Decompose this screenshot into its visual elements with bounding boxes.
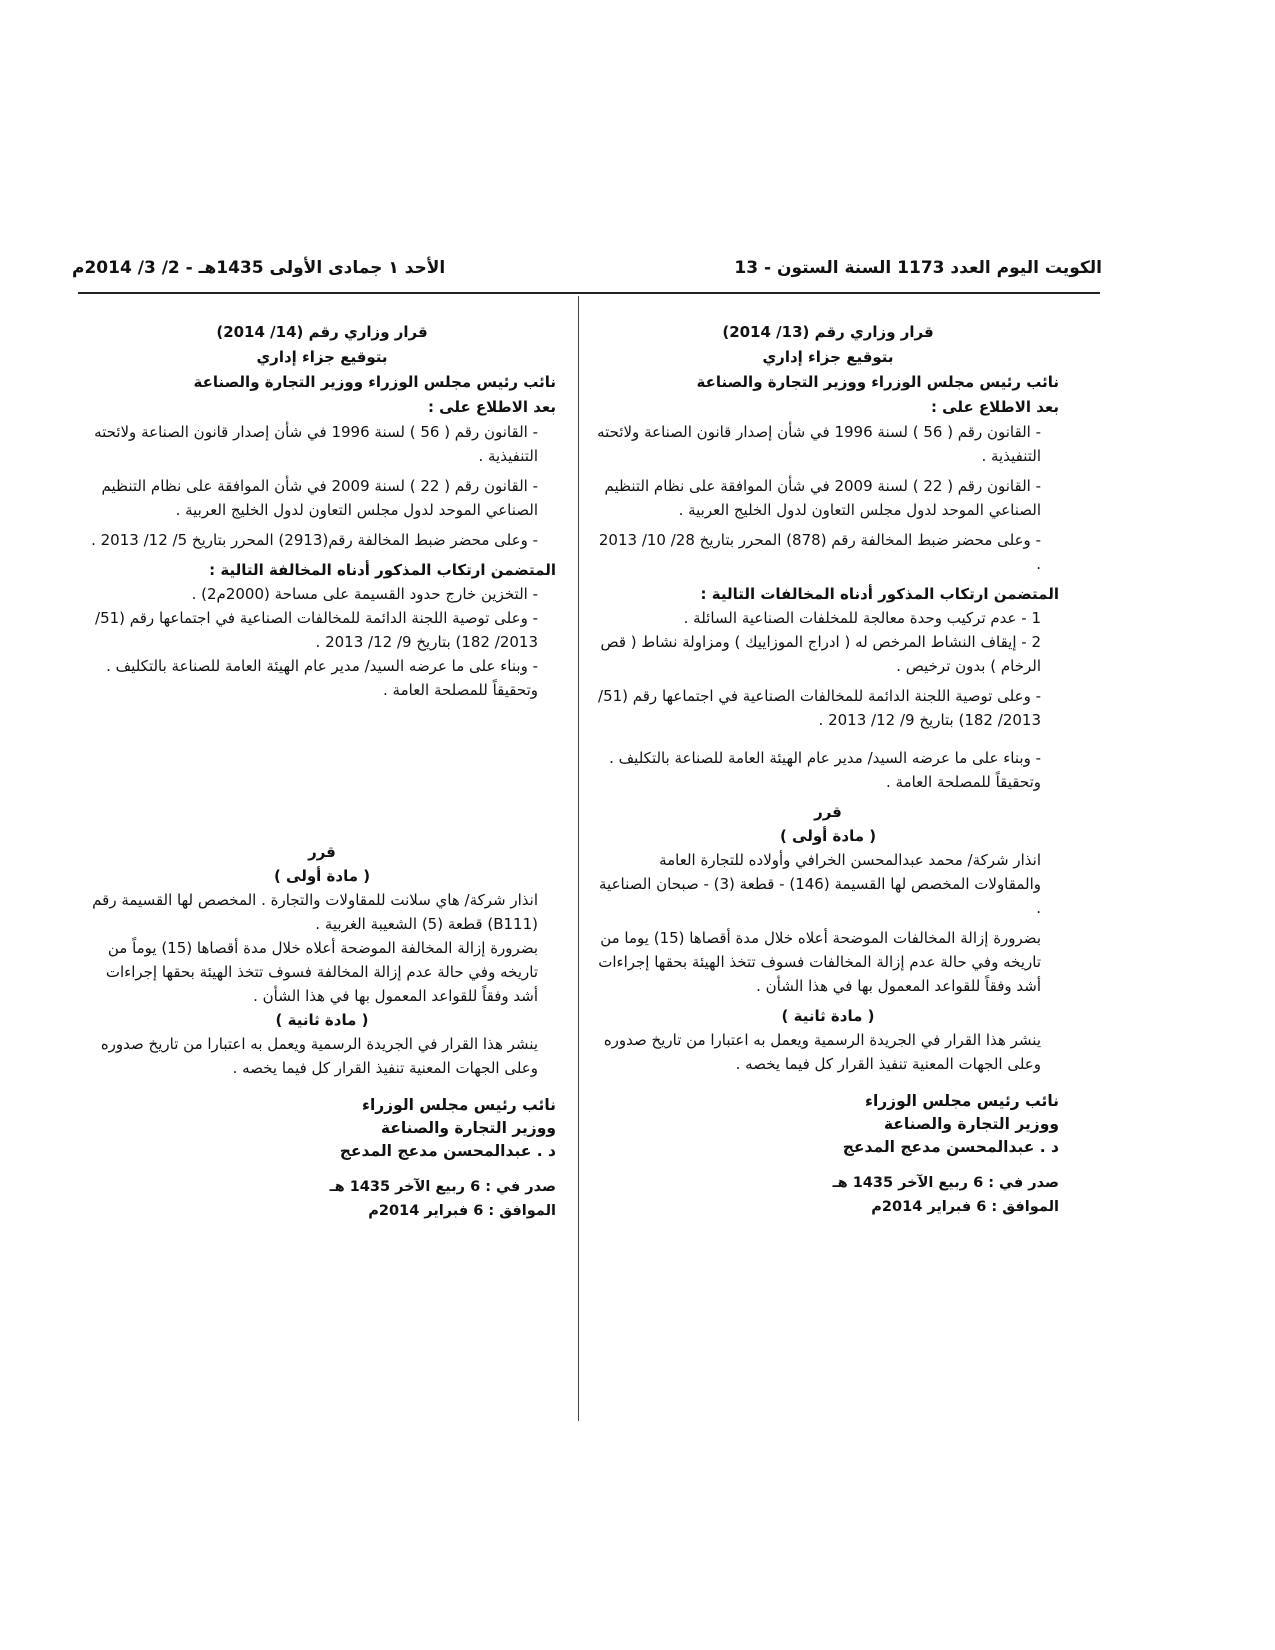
decree-13-sig-line-2: ووزير التجارة والصناعة [883,1115,1059,1133]
decree-14-corresponding: الموافق : 6 فبراير 2014م [368,1203,556,1219]
decree-13-article-1-p1: انذار شركة/ محمد عبدالمحسن الخرافي وأولاده للتجارة العامة والمقاولات المخصص لها القسيمة (146) - قطعة (3) - صبحان الصناعية . [599,851,1041,917]
decree-14-title-block [88,320,556,419]
decree-13-sig-line-1: نائب رئيس مجلس الوزراء [865,1092,1059,1110]
decree-13-violation-1: 1 - عدم تركيب وحدة معالجة للمخلفات الصناعية السائلة . [683,609,1041,627]
decree-14-article-2-title: ( مادة ثانية ) [275,1011,369,1029]
decree-13-date-block [597,1171,1059,1219]
decree-14-subtitle: بتوقيع جزاء إداري [256,348,388,366]
decree-13-law-22: - القانون رقم ( 22 ) لسنة 2009 في شأن الموافقة على نظام التنظيم الصناعي الموحد لدول مجلس التعاون لدول الخليج العربية . [604,477,1041,519]
decree-14-sig-line-1: نائب رئيس مجلس الوزراء [362,1096,556,1114]
decree-13-signature [597,1090,1059,1159]
decree-14-title: قرار وزاري رقم (14/ 2014) [216,323,428,341]
header-divider [78,292,1100,294]
decree-13-committee: - وعلى توصية اللجنة الدائمة للمخالفات الصناعية في اجتماعها رقم (51/ 2013/ 182) بتاريخ 9/ 12/ 2013 . [598,687,1041,729]
decree-14-violation-report: - وعلى محضر ضبط المخالفة رقم(2913) المحرر بتاريخ 5/ 12/ 2013 . [91,531,538,549]
decree-14-date-block [88,1175,556,1223]
column-divider [578,296,579,1421]
decree-14-issued-at: صدر في : 6 ربيع الآخر 1435 هـ [329,1179,556,1195]
decree-13-authority: نائب رئيس مجلس الوزراء ووزير التجارة والصناعة [696,373,1059,391]
header-publication-info: الكويت اليوم العدد 1173 السنة الستون - 13 [734,258,1102,278]
decree-13-violation-2: 2 - إيقاف النشاط المرخص له ( ادراج الموزاييك ) ومزاولة نشاط ( قص الرخام ) بدون ترخيص . [600,633,1041,675]
decree-14-after-review: بعد الاطلاع على : [427,398,556,416]
decree-14-article-1-p1: انذار شركة/ هاي سلانت للمقاولات والتجارة . المخصص لها القسيمة رقم (B111) قطعة (5) الشعيبة الغربية . [92,891,538,933]
decree-13-title: قرار وزاري رقم (13/ 2014) [722,323,934,341]
decree-13-column [597,320,1059,1219]
decree-14-article-1-title: ( مادة أولى ) [273,867,371,885]
decree-14-violation-1: - التخزين خارج حدود القسيمة على مساحة (2000م2) . [191,585,538,603]
decree-13-after-review: بعد الاطلاع على : [930,398,1059,416]
decree-14-column [88,320,556,1223]
decree-14-article-1-p2: بضرورة إزالة المخالفة الموضحة أعلاه خلال مدة أقصاها (15) يوماً من تاريخه وفي حالة عدم إزالة المخالفة فسوف تتخذ الهيئة بحقها إجراءات أشد وفقاً للقواعد المعمول بها في هذا الشأن . [105,939,538,1005]
decree-14-law-56: - القانون رقم ( 56 ) لسنة 1996 في شأن إصدار قانون الصناعة ولائحته التنفيذية . [94,423,538,465]
page-header [72,258,1102,284]
decree-13-article-2-p1: ينشر هذا القرار في الجريدة الرسمية ويعمل به اعتبارا من تاريخ صدوره وعلى الجهات المعنية تنفيذ القرار كل فيما يخصه . [603,1031,1041,1073]
decree-14-sig-line-2: ووزير التجارة والصناعة [380,1119,556,1137]
decree-13-article-2-title: ( مادة ثانية ) [781,1007,875,1025]
decree-13-law-56: - القانون رقم ( 56 ) لسنة 1996 في شأن إصدار قانون الصناعة ولائحته التنفيذية . [597,423,1041,465]
decree-14-law-22: - القانون رقم ( 22 ) لسنة 2009 في شأن الموافقة على نظام التنظيم الصناعي الموحد لدول مجلس التعاون لدول الخليج العربية . [101,477,538,519]
decree-13-article-1-title: ( مادة أولى ) [779,827,877,845]
decree-13-issued-at: صدر في : 6 ربيع الآخر 1435 هـ [832,1175,1059,1191]
decree-13-subtitle: بتوقيع جزاء إداري [762,348,894,366]
decree-13-violations-heading: المتضمن ارتكاب المذكور أدناه المخالفات التالية : [700,585,1059,603]
decree-14-decided: قرر [308,843,336,861]
decree-14-authority: نائب رئيس مجلس الوزراء ووزير التجارة والصناعة [193,373,556,391]
decree-13-title-block [597,320,1059,419]
decree-14-article-2-p1: ينشر هذا القرار في الجريدة الرسمية ويعمل به اعتبارا من تاريخ صدوره وعلى الجهات المعنية تنفيذ القرار كل فيما يخصه . [100,1035,538,1077]
decree-14-sig-line-3: د . عبدالمحسن مدعج المدعج [339,1142,556,1160]
decree-13-violation-report: - وعلى محضر ضبط المخالفة رقم (878) المحرر بتاريخ 28/ 10/ 2013 . [598,531,1041,573]
decree-13-sig-line-3: د . عبدالمحسن مدعج المدعج [842,1138,1059,1156]
decree-14-decision-section [88,840,556,1223]
decree-13-article-1-p2: بضرورة إزالة المخالفات الموضحة أعلاه خلال مدة أقصاها (15) يوما من تاريخه وفي حالة عدم إزالة المخالفات فسوف تتخذ الهيئة بحقها إجراءات أشد وفقاً للقواعد المعمول بها في هذا الشأن . [598,929,1041,995]
decree-14-public-interest: وتحقيقاً للمصلحة العامة . [383,681,538,699]
decree-13-decided: قرر [814,803,842,821]
header-date: الأحد ١ جمادى الأولى 1435هـ - 2/ 3/ 2014م [72,258,446,278]
decree-14-signature [88,1094,556,1163]
decree-14-presented: - وبناء على ما عرضه السيد/ مدير عام الهيئة العامة للصناعة بالتكليف . [106,657,538,675]
decree-14-violations-heading: المتضمن ارتكاب المذكور أدناه المخالفة التالية : [209,561,556,579]
decree-13-presented: - وبناء على ما عرضه السيد/ مدير عام الهيئة العامة للصناعة بالتكليف . [609,749,1041,767]
decree-13-public-interest: وتحقيقاً للمصلحة العامة . [886,773,1041,791]
decree-13-corresponding: الموافق : 6 فبراير 2014م [871,1199,1059,1215]
decree-14-committee: - وعلى توصية اللجنة الدائمة للمخالفات الصناعية في اجتماعها رقم (51/ 2013/ 182) بتاريخ 9/ 12/ 2013 . [95,609,538,651]
